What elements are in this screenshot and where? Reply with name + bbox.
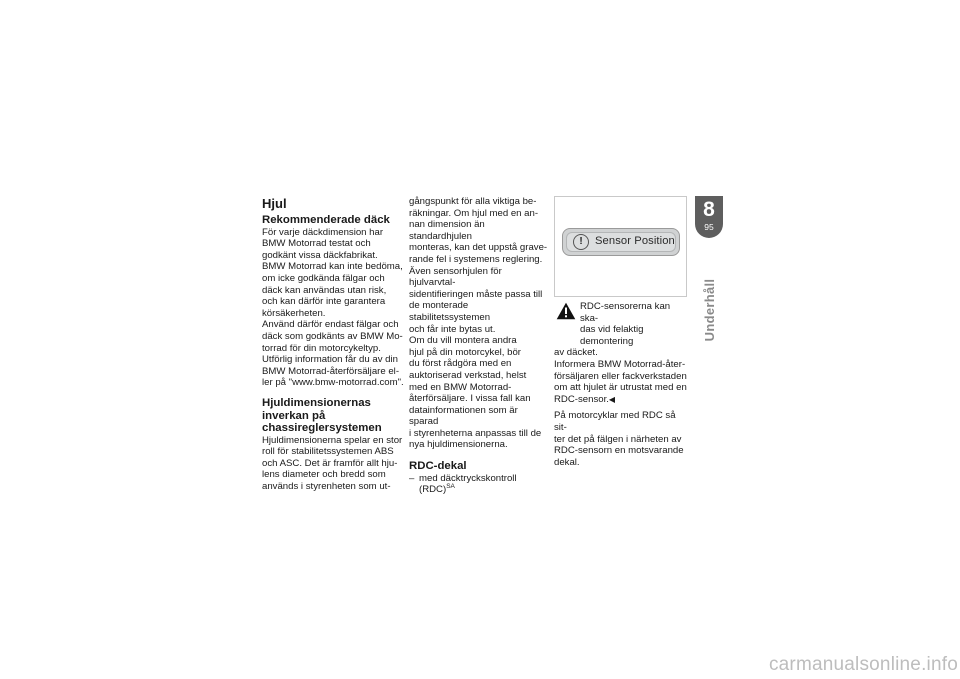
heading-wheel-dimensions: Hjuldimensionernas inverkan på chassireglersystemen xyxy=(262,396,382,435)
column-1 xyxy=(262,196,410,493)
heading-rdc-sticker: RDC-dekal xyxy=(409,460,467,473)
warning-triangle-icon xyxy=(556,302,576,320)
recommended-tires-text: För varje däckdimension har BMW Motorrad testat och godkänt vissa däckfabrikat. BMW Motorrad kan inte bedöma, om icke godkända fälgar och däck kan användas utan risk, och kan därför inte garantera körsäkerheten. Använd därför endast fälgar och däck som godkänts av BMW Mo- torrad för din motorcykeltyp. Utförlig information får du av din BMW Motorrad-återförsäljare el- ler på "www.bmw-motorrad.com". xyxy=(262,226,404,389)
page-title: Hjul xyxy=(262,196,287,211)
warning-note: RDC-sensorerna kan ska- das vid felaktig demontering av däcket. Informera BMW Motorrad-åter- försäljaren eller fackverkstaden om att hjulet är utrustat med en RDC-sensor.◀ xyxy=(554,301,687,405)
page-number: 95 xyxy=(704,222,714,232)
sensor-position-sticker-figure xyxy=(554,196,687,297)
rdc-sticker-text: På motorcyklar med RDC så sit- ter det på fälgen i närheten av RDC-sensorn en motsvarande dekal. xyxy=(554,410,684,468)
chapter-tab xyxy=(695,196,723,238)
end-of-section-marker: ◀ xyxy=(608,394,616,404)
sensor-position-label: Sensor Position xyxy=(595,235,675,248)
rdc-bullet: – med däcktryckskontroll (RDC)$^{SA}$ xyxy=(409,472,517,496)
heading-recommended-tires: Rekommenderade däck xyxy=(262,214,390,226)
wheel-dimensions-text: Hjuldimensionerna spelar en stor roll för stabilitetssystemen ABS och ASC. Det är framför allt hju- lens diameter och bredd som används i styrenheten som ut- xyxy=(262,434,403,493)
chapter-number: 8 xyxy=(703,198,715,221)
optional-equipment-marker: SA xyxy=(446,483,455,491)
column-2 xyxy=(409,196,549,496)
wheel-dimensions-continued-text: gångspunkt för alla viktiga be- räkningar. Om hjul med en an- nan dimension än standardhjulen monteras, kan det uppstå grave- rande fel i systemens reglering. Även sensorhjulen för hjulvarvtal- sidentifieringen måste passa till de monterade stabilitetssystemen och får inte bytas ut. Om du vill montera andra hjul på din motorcykel, bör du först rådgöra med en auktoriserad verkstad, helst med en BMW Motorrad- återförsäljare. I vissa fall kan datainformationen som är sparad i styrenheterna anpassas till de nya hjuldimensionerna. xyxy=(409,196,548,451)
bullet-dash: – xyxy=(409,472,415,484)
column-3 xyxy=(554,196,689,468)
exclamation-icon: ! xyxy=(573,234,589,250)
sensor-position-display xyxy=(562,228,680,256)
watermark-text: carmanualsonline.info xyxy=(768,654,958,675)
chapter-label: Underhåll xyxy=(702,278,717,342)
